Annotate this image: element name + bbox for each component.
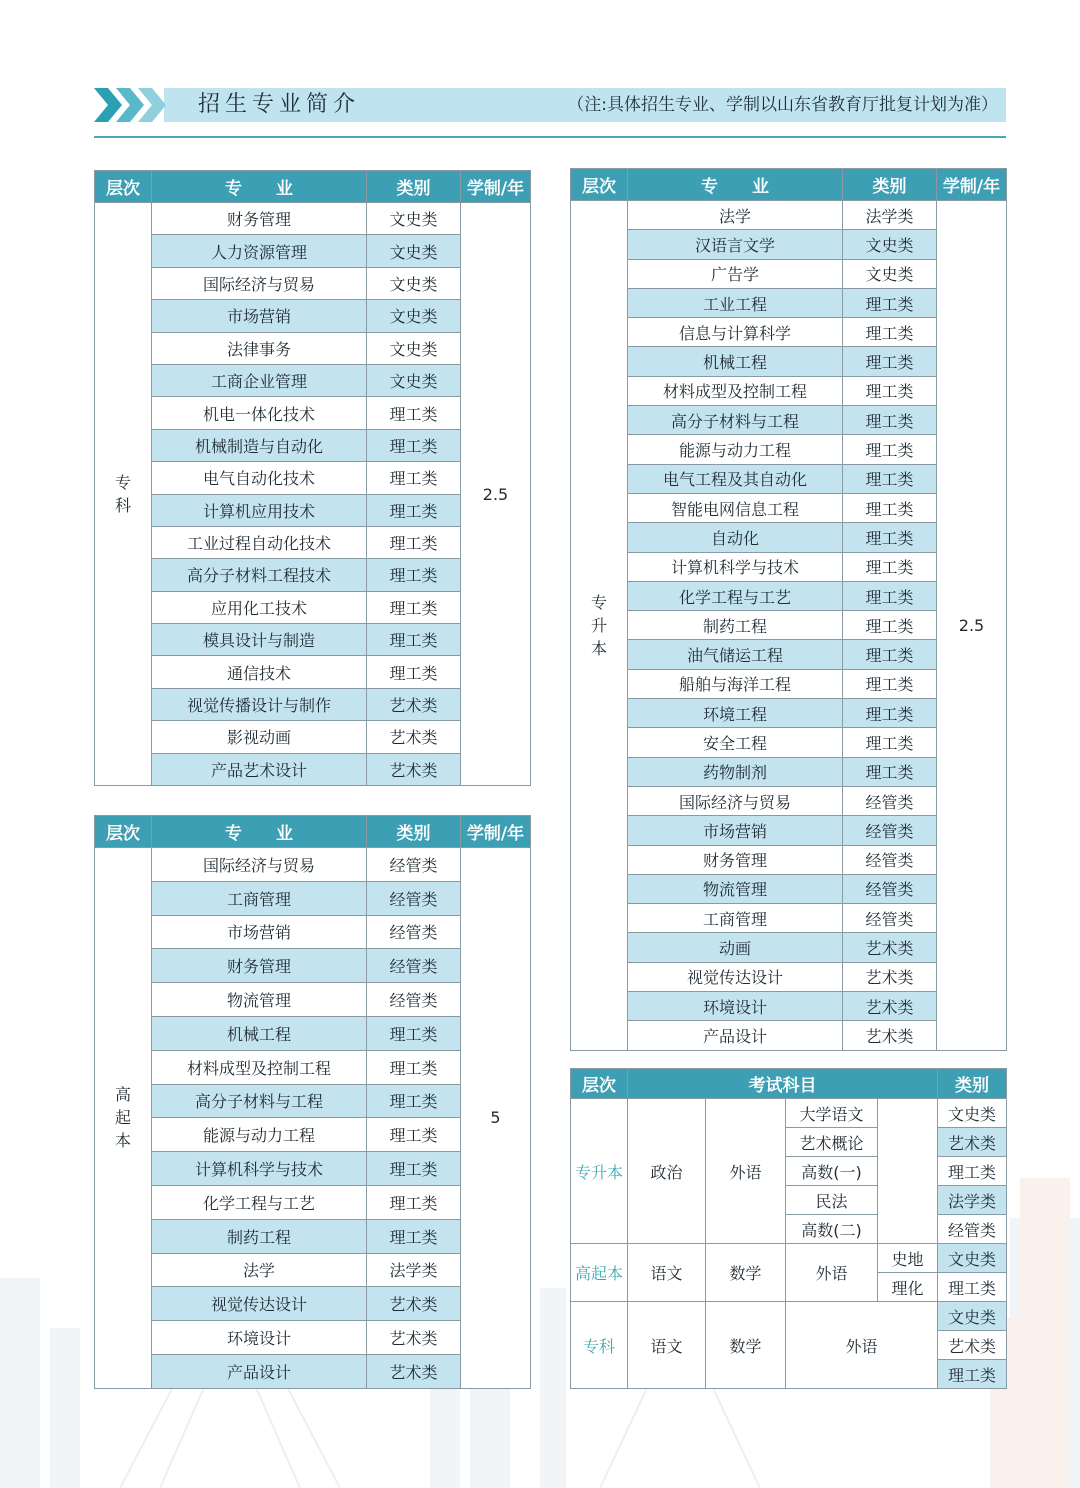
major-category: 经管类 [843, 845, 937, 874]
major-name: 机电一体化技术 [152, 397, 367, 429]
major-name: 产品设计 [152, 1354, 367, 1388]
major-name: 市场营销 [152, 915, 367, 949]
major-name: 计算机应用技术 [152, 494, 367, 526]
major-category: 文史类 [367, 235, 461, 267]
major-name: 环境设计 [152, 1321, 367, 1355]
exam-subject: 语文 [628, 1244, 706, 1302]
major-category: 艺术类 [367, 1321, 461, 1355]
major-category: 理工类 [843, 288, 937, 317]
major-category: 理工类 [843, 406, 937, 435]
major-name: 信息与计算科学 [628, 318, 843, 347]
major-name: 人力资源管理 [152, 235, 367, 267]
level-label [95, 203, 152, 786]
major-category: 理工类 [843, 523, 937, 552]
section-header [94, 88, 1006, 122]
table-row [571, 201, 1007, 230]
major-category: 理工类 [367, 1185, 461, 1219]
exam-category: 文史类 [938, 1302, 1007, 1331]
col-duration-header: 学制/年 [461, 816, 531, 848]
major-name: 安全工程 [628, 728, 843, 757]
major-name: 通信技术 [152, 656, 367, 688]
major-name: 自动化 [628, 523, 843, 552]
major-category: 文史类 [367, 332, 461, 364]
exam-level-zsb: 专升本 [571, 1099, 628, 1244]
col-level-header: 层次 [571, 169, 628, 201]
major-name: 能源与动力工程 [152, 1118, 367, 1152]
major-category: 理工类 [367, 1084, 461, 1118]
major-name: 市场营销 [152, 300, 367, 332]
table-header-row [95, 816, 531, 848]
major-category: 理工类 [367, 526, 461, 558]
major-name: 国际经济与贸易 [152, 267, 367, 299]
major-category: 艺术类 [367, 721, 461, 753]
major-name: 视觉传达设计 [152, 1287, 367, 1321]
major-name: 法学 [152, 1253, 367, 1287]
zhuanshengben-table [570, 168, 1007, 1051]
col-major-header: 专 业 [152, 171, 367, 203]
level-label [95, 848, 152, 1389]
exam-category: 文史类 [938, 1244, 1007, 1273]
exam-subject: 政治 [628, 1099, 706, 1244]
major-category: 理工类 [367, 494, 461, 526]
major-category: 艺术类 [367, 688, 461, 720]
exam-special-subject: 大学语文 [786, 1099, 878, 1128]
major-name: 高分子材料与工程 [628, 406, 843, 435]
major-category: 经管类 [367, 848, 461, 882]
major-category: 理工类 [367, 624, 461, 656]
major-name: 电气工程及其自动化 [628, 464, 843, 493]
major-category: 理工类 [843, 669, 937, 698]
exam-level-gqb: 高起本 [571, 1244, 628, 1302]
major-category: 理工类 [367, 1016, 461, 1050]
major-category: 经管类 [367, 915, 461, 949]
major-category: 理工类 [843, 318, 937, 347]
major-category: 艺术类 [367, 753, 461, 785]
major-name: 制药工程 [152, 1219, 367, 1253]
level-char: 升 [590, 615, 607, 635]
major-category: 法学类 [843, 201, 937, 230]
major-category: 文史类 [367, 364, 461, 396]
major-category: 文史类 [367, 267, 461, 299]
major-name: 计算机科学与技术 [628, 552, 843, 581]
major-name: 汉语言文学 [628, 230, 843, 259]
table-row [571, 1244, 1007, 1273]
major-category: 经管类 [367, 983, 461, 1017]
major-name: 工商管理 [152, 881, 367, 915]
exam-special-subject: 高数(二) [786, 1215, 878, 1244]
major-name: 智能电网信息工程 [628, 493, 843, 522]
major-name: 物流管理 [152, 983, 367, 1017]
col-category-header: 类别 [367, 171, 461, 203]
major-category: 理工类 [843, 552, 937, 581]
major-category: 理工类 [843, 640, 937, 669]
exam-subject: 外语 [786, 1302, 938, 1389]
major-name: 广告学 [628, 259, 843, 288]
duration-value: 5 [461, 848, 531, 1389]
major-name: 化学工程与工艺 [152, 1185, 367, 1219]
major-category: 理工类 [843, 435, 937, 464]
major-category: 理工类 [843, 493, 937, 522]
major-name: 电气自动化技术 [152, 462, 367, 494]
major-name: 工商管理 [628, 904, 843, 933]
table-row [571, 1099, 1007, 1128]
exam-subject: 外语 [706, 1099, 786, 1244]
major-category: 经管类 [843, 904, 937, 933]
major-category: 艺术类 [843, 1021, 937, 1050]
col-category-header: 类别 [843, 169, 937, 201]
major-category: 经管类 [843, 874, 937, 903]
level-char: 起 [114, 1108, 131, 1128]
major-category: 艺术类 [367, 1287, 461, 1321]
col-subjects-header: 考试科目 [628, 1069, 938, 1099]
exam-subject: 外语 [786, 1244, 878, 1302]
major-category: 文史类 [843, 259, 937, 288]
major-category: 理工类 [367, 656, 461, 688]
exam-subjects-table [570, 1068, 1007, 1389]
major-name: 应用化工技术 [152, 591, 367, 623]
major-category: 理工类 [843, 464, 937, 493]
major-name: 国际经济与贸易 [152, 848, 367, 882]
major-name: 材料成型及控制工程 [628, 376, 843, 405]
exam-subject: 数学 [706, 1302, 786, 1389]
major-name: 视觉传播设计与制作 [152, 688, 367, 720]
major-name: 财务管理 [628, 845, 843, 874]
major-name: 视觉传达设计 [628, 962, 843, 991]
header-divider [94, 136, 1006, 138]
major-name: 国际经济与贸易 [628, 786, 843, 815]
major-name: 船舶与海洋工程 [628, 669, 843, 698]
major-category: 经管类 [843, 786, 937, 815]
major-category: 经管类 [367, 949, 461, 983]
exam-category: 艺术类 [938, 1331, 1007, 1360]
zhuanke-table [94, 170, 531, 786]
major-name: 高分子材料与工程 [152, 1084, 367, 1118]
major-category: 艺术类 [843, 992, 937, 1021]
gaoqiben-table [94, 815, 531, 1389]
major-name: 能源与动力工程 [628, 435, 843, 464]
major-category: 理工类 [843, 347, 937, 376]
major-name: 产品艺术设计 [152, 753, 367, 785]
level-char: 专 [114, 472, 131, 492]
major-name: 机械制造与自动化 [152, 429, 367, 461]
major-name: 油气储运工程 [628, 640, 843, 669]
exam-category: 理工类 [938, 1157, 1007, 1186]
table-row [571, 1302, 1007, 1331]
exam-subject: 语文 [628, 1302, 706, 1389]
col-level-header: 层次 [95, 816, 152, 848]
major-name: 法学 [628, 201, 843, 230]
table-row [95, 203, 531, 235]
major-name: 高分子材料工程技术 [152, 559, 367, 591]
header-note: （注:具体招生专业、学制以山东省教育厅批复计划为准） [567, 95, 998, 115]
major-category: 文史类 [367, 300, 461, 332]
exam-special-subject: 高数(一) [786, 1157, 878, 1186]
major-name: 财务管理 [152, 203, 367, 235]
exam-special-subject: 艺术概论 [786, 1128, 878, 1157]
duration-value: 2.5 [937, 201, 1007, 1051]
major-name: 环境设计 [628, 992, 843, 1021]
major-category: 文史类 [367, 203, 461, 235]
major-name: 市场营销 [628, 816, 843, 845]
major-category: 艺术类 [843, 933, 937, 962]
exam-category: 理工类 [938, 1273, 1007, 1302]
major-category: 理工类 [843, 757, 937, 786]
col-level-header: 层次 [95, 171, 152, 203]
major-category: 理工类 [367, 591, 461, 623]
exam-special-subject: 史地 [878, 1244, 938, 1273]
major-name: 法律事务 [152, 332, 367, 364]
major-name: 计算机科学与技术 [152, 1152, 367, 1186]
major-category: 理工类 [843, 728, 937, 757]
level-label [571, 201, 628, 1051]
col-major-header: 专 业 [628, 169, 843, 201]
major-name: 财务管理 [152, 949, 367, 983]
major-name: 模具设计与制造 [152, 624, 367, 656]
major-name: 动画 [628, 933, 843, 962]
col-level-header: 层次 [571, 1069, 628, 1099]
major-category: 文史类 [843, 230, 937, 259]
page-title: 招生专业简介 [198, 92, 361, 117]
major-name: 影视动画 [152, 721, 367, 753]
major-category: 法学类 [367, 1253, 461, 1287]
exam-category: 艺术类 [938, 1128, 1007, 1157]
exam-category: 文史类 [938, 1099, 1007, 1128]
major-name: 机械工程 [628, 347, 843, 376]
major-name: 工业过程自动化技术 [152, 526, 367, 558]
major-category: 理工类 [367, 559, 461, 591]
col-category-header: 类别 [367, 816, 461, 848]
major-name: 化学工程与工艺 [628, 581, 843, 610]
major-name: 物流管理 [628, 874, 843, 903]
exam-subject: 数学 [706, 1244, 786, 1302]
level-char: 高 [114, 1085, 131, 1105]
exam-level-zk: 专科 [571, 1302, 628, 1389]
major-category: 理工类 [367, 462, 461, 494]
exam-special-subject: 理化 [878, 1273, 938, 1302]
major-category: 理工类 [843, 581, 937, 610]
table-header-row [571, 169, 1007, 201]
major-name: 机械工程 [152, 1016, 367, 1050]
exam-category: 法学类 [938, 1186, 1007, 1215]
empty-cell [878, 1099, 938, 1244]
major-category: 理工类 [367, 1118, 461, 1152]
chevron-right-icon [138, 88, 166, 122]
major-name: 工商企业管理 [152, 364, 367, 396]
major-category: 经管类 [367, 881, 461, 915]
col-duration-header: 学制/年 [937, 169, 1007, 201]
major-category: 理工类 [367, 1219, 461, 1253]
level-char: 科 [114, 496, 131, 516]
major-category: 艺术类 [843, 962, 937, 991]
col-duration-header: 学制/年 [461, 171, 531, 203]
exam-special-subject: 民法 [786, 1186, 878, 1215]
major-name: 产品设计 [628, 1021, 843, 1050]
level-char: 本 [590, 638, 607, 658]
major-name: 材料成型及控制工程 [152, 1050, 367, 1084]
major-category: 理工类 [367, 1152, 461, 1186]
major-name: 工业工程 [628, 288, 843, 317]
major-category: 理工类 [367, 397, 461, 429]
major-category: 经管类 [843, 816, 937, 845]
duration-value: 2.5 [461, 203, 531, 786]
table-header-row [571, 1069, 1007, 1099]
exam-category: 经管类 [938, 1215, 1007, 1244]
level-char: 本 [114, 1131, 131, 1151]
major-category: 艺术类 [367, 1354, 461, 1388]
col-category-header: 类别 [938, 1069, 1007, 1099]
col-major-header: 专 业 [152, 816, 367, 848]
level-char: 专 [590, 592, 607, 612]
table-row [95, 848, 531, 882]
major-name: 制药工程 [628, 611, 843, 640]
exam-category: 理工类 [938, 1360, 1007, 1389]
major-category: 理工类 [843, 611, 937, 640]
major-name: 环境工程 [628, 699, 843, 728]
major-category: 理工类 [843, 699, 937, 728]
table-header-row [95, 171, 531, 203]
major-category: 理工类 [367, 1050, 461, 1084]
major-category: 理工类 [843, 376, 937, 405]
major-name: 药物制剂 [628, 757, 843, 786]
major-category: 理工类 [367, 429, 461, 461]
